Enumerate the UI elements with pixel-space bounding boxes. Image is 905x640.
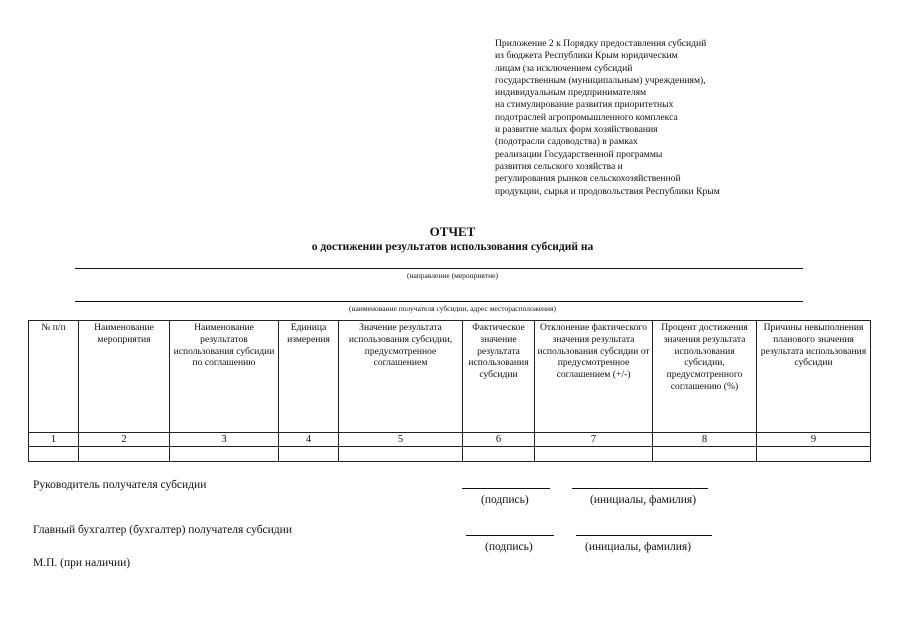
- appendix-line: лицам (за исключением субсидий: [495, 62, 633, 74]
- accountant-signature-label: Главный бухгалтер (бухгалтер) получателя субсидии: [33, 524, 292, 536]
- accountant-name-line[interactable]: [576, 535, 712, 536]
- header-percent: Процент достижения значения результата использования субсидии, предусмотренного соглашению (%): [653, 321, 757, 433]
- appendix-line: (подотрасли садоводства) в рамках: [495, 136, 638, 148]
- appendix-note: [495, 38, 795, 198]
- table-cell[interactable]: [339, 447, 463, 462]
- head-signature-caption: (подпись): [481, 494, 529, 506]
- appendix-line: индивидуальным предпринимателям: [495, 87, 647, 99]
- appendix-line: регулирования рынков сельскохозяйственной: [495, 173, 681, 185]
- header-deviation: Отклонение фактического значения результата использования субсидии от предусмотренное соглашением (+/-): [535, 321, 653, 433]
- column-number: 2: [79, 433, 170, 447]
- accountant-name-caption: (инициалы, фамилия): [585, 541, 692, 553]
- header-results-name: Наименование результатов использования субсидии по соглашению: [170, 321, 279, 433]
- table-cell[interactable]: [653, 447, 757, 462]
- accountant-signature-caption: (подпись): [485, 541, 533, 553]
- column-number: 7: [535, 433, 653, 447]
- header-actual-value: Фактическое значение результата использования субсидии: [463, 321, 535, 433]
- head-name-line[interactable]: [572, 488, 708, 489]
- table-cell[interactable]: [535, 447, 653, 462]
- appendix-line: развития сельского хозяйства и: [495, 160, 623, 172]
- recipient-caption: (наименование получателя субсидии, адрес месторасположения): [349, 304, 556, 313]
- header-reasons: Причины невыполнения планового значения результата использования субсидии: [757, 321, 871, 433]
- column-number: 5: [339, 433, 463, 447]
- direction-caption: (направление (мероприятие): [407, 271, 498, 280]
- appendix-line: государственным (муниципальным) учреждениям),: [495, 74, 706, 86]
- column-number: 8: [653, 433, 757, 447]
- column-number: 9: [757, 433, 871, 447]
- table-cell[interactable]: [463, 447, 535, 462]
- column-number: 6: [463, 433, 535, 447]
- recipient-fill-line: [75, 301, 803, 302]
- appendix-line: из бюджета Республики Крым юридическим: [495, 50, 678, 62]
- header-planned-value: Значение результата использования субсидии, предусмотренное соглашением: [339, 321, 463, 433]
- column-number: 4: [279, 433, 339, 447]
- appendix-line: реализации Государственной программы: [495, 148, 663, 160]
- header-number: № п/п: [29, 321, 79, 433]
- table-header-row: [29, 321, 871, 433]
- header-unit: Единица измерения: [279, 321, 339, 433]
- table-cell[interactable]: [757, 447, 871, 462]
- head-signature-label: Руководитель получателя субсидии: [33, 479, 207, 491]
- report-title: ОТЧЕТ: [429, 224, 476, 239]
- appendix-line: подотраслей агропромышленного комплекса: [495, 111, 678, 123]
- head-signature-line[interactable]: [462, 488, 550, 489]
- column-number: 3: [170, 433, 279, 447]
- appendix-line: и развитие малых форм хозяйствования: [495, 124, 658, 136]
- table-cell[interactable]: [279, 447, 339, 462]
- table-cell[interactable]: [79, 447, 170, 462]
- accountant-signature-line[interactable]: [466, 535, 554, 536]
- head-name-caption: (инициалы, фамилия): [590, 494, 697, 506]
- header-event-name: Наименование мероприятия: [79, 321, 170, 433]
- column-number: 1: [29, 433, 79, 447]
- table-row-numbers: [29, 433, 871, 447]
- report-table: [28, 320, 871, 462]
- table-cell[interactable]: [29, 447, 79, 462]
- appendix-line: на стимулирование развития приоритетных: [495, 99, 674, 111]
- direction-fill-line: [75, 268, 803, 269]
- appendix-line: Приложение 2 к Порядку предоставления субсидий: [495, 38, 707, 49]
- table-row-empty: [29, 447, 871, 462]
- appendix-line: продукции, сырья и продовольствия Республики Крым: [495, 185, 720, 197]
- stamp-label: М.П. (при наличии): [33, 557, 131, 569]
- report-subtitle: о достижении результатов использования субсидий на: [311, 241, 594, 253]
- table-cell[interactable]: [170, 447, 279, 462]
